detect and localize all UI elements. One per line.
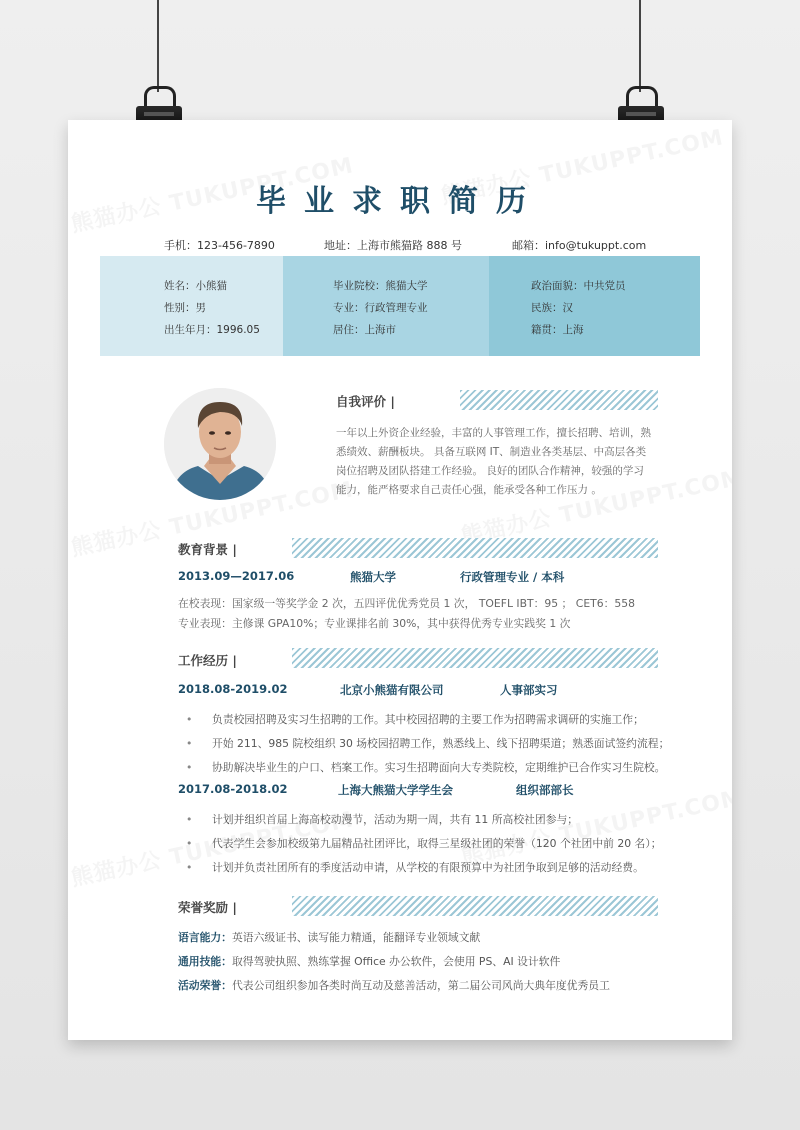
hanging-string-right	[639, 0, 641, 92]
info-native-place: 籍贯：上海	[531, 324, 584, 336]
award-item-activities: 活动荣誉：代表公司组织参加各类时尚互动及慈善活动，第二届公司风尚大典年度优秀员工	[178, 979, 610, 992]
info-birth: 出生年月：1996.05	[164, 324, 260, 336]
job-company: 上海大熊猫大学学生会	[338, 783, 453, 797]
section-stripe	[292, 896, 658, 916]
info-column-personal	[100, 256, 283, 356]
education-school: 熊猫大学	[350, 570, 396, 584]
bullet-icon: •	[186, 837, 193, 850]
section-stripe	[460, 390, 658, 410]
self-eval-text	[336, 424, 676, 500]
job-role: 组织部部长	[516, 783, 574, 797]
section-stripe	[292, 648, 658, 668]
job-company: 北京小熊猫有限公司	[340, 683, 444, 697]
self-eval-line: 悉绩效、薪酬板块。 具备互联网 IT、制造业各类基层、中高层各类	[336, 446, 647, 458]
resume-paper	[68, 120, 732, 1040]
job-bullet: • 计划并组织首届上海高校动漫节，活动为期一周，共有 11 所高校社团参与；	[186, 813, 579, 826]
award-item-skills: 通用技能：取得驾驶执照、熟练掌握 Office 办公软件，会使用 PS、AI 设计软件	[178, 955, 561, 968]
info-school: 毕业院校：熊猫大学	[333, 280, 428, 292]
award-item-language: 语言能力：英语六级证书、读写能力精通，能翻译专业领域文献	[178, 931, 481, 944]
job-bullet: • 开始 211、985 院校组织 30 场校园招聘工作，熟悉线上、线下招聘渠道；熟悉面试签约流程；	[186, 737, 670, 750]
education-major: 行政管理专业 / 本科	[460, 570, 565, 584]
job-period: 2017.08-2018.02	[178, 782, 288, 796]
bullet-icon: •	[186, 861, 193, 874]
job-role: 人事部实习	[500, 683, 558, 697]
contact-email: 邮箱：info@tukuppt.com	[512, 239, 647, 252]
education-heading: 教育背景 |	[178, 542, 237, 557]
contact-phone: 手机：123-456-7890	[164, 239, 275, 252]
job-bullet: • 计划并负责社团所有的季度活动申请，从学校的有限预算中为社团争取到足够的活动经费。	[186, 861, 644, 874]
info-ethnicity: 民族：汉	[531, 302, 573, 314]
education-campus-performance: 在校表现：国家级一等奖学金 2 次，五四评优优秀党员 1 次， TOEFL IBT：95 ； CET6：558	[178, 597, 636, 610]
job-bullet: • 代表学生会参加校级第九届精品社团评比，取得三星级社团的荣誉（120 个社团中前 20 名）；	[186, 837, 662, 850]
education-period: 2013.09—2017.06	[178, 569, 295, 583]
job-bullet: • 协助解决毕业生的户口、档案工作。实习生招聘面向大专类院校，定期维护已合作实习生院校。	[186, 761, 666, 774]
bullet-icon: •	[186, 761, 193, 774]
bullet-icon: •	[186, 713, 193, 726]
bullet-icon: •	[186, 813, 193, 826]
bullet-icon: •	[186, 737, 193, 750]
info-name: 姓名：小熊猫	[164, 280, 227, 292]
job-period: 2018.08-2019.02	[178, 682, 288, 696]
self-eval-line: 一年以上外资企业经验，丰富的人事管理工作，擅长招聘、培训，熟	[336, 427, 651, 439]
self-eval-heading: 自我评价 |	[336, 394, 395, 409]
contact-address: 地址：上海市熊猫路 888 号	[324, 239, 462, 252]
section-stripe	[292, 538, 658, 558]
info-major: 专业：行政管理专业	[333, 302, 428, 314]
job-bullet: • 负责校园招聘及实习生招聘的工作。其中校园招聘的主要工作为招聘需求调研的实施工作；	[186, 713, 644, 726]
basic-info-panel	[100, 256, 700, 356]
info-residence: 居住：上海市	[333, 324, 396, 336]
self-eval-line: 能力，能严格要求自己责任心强，能承受各种工作压力 。	[336, 484, 602, 496]
awards-heading: 荣誉奖励 |	[178, 900, 237, 915]
avatar-photo	[164, 388, 276, 500]
info-column-background	[489, 256, 700, 356]
hanging-string-left	[157, 0, 159, 92]
info-column-school	[283, 256, 489, 356]
self-eval-line: 岗位招聘及团队搭建工作经验。 良好的团队合作精神，较强的学习	[336, 465, 644, 477]
info-gender: 性别：男	[164, 302, 206, 314]
education-academic-performance: 专业表现：主修课 GPA10%；专业课排名前 30%，其中获得优秀专业实践奖 1 次	[178, 617, 571, 630]
info-political: 政治面貌：中共党员	[531, 280, 626, 292]
resume-title: 毕业求职简历	[256, 184, 544, 219]
work-heading: 工作经历 |	[178, 653, 237, 668]
